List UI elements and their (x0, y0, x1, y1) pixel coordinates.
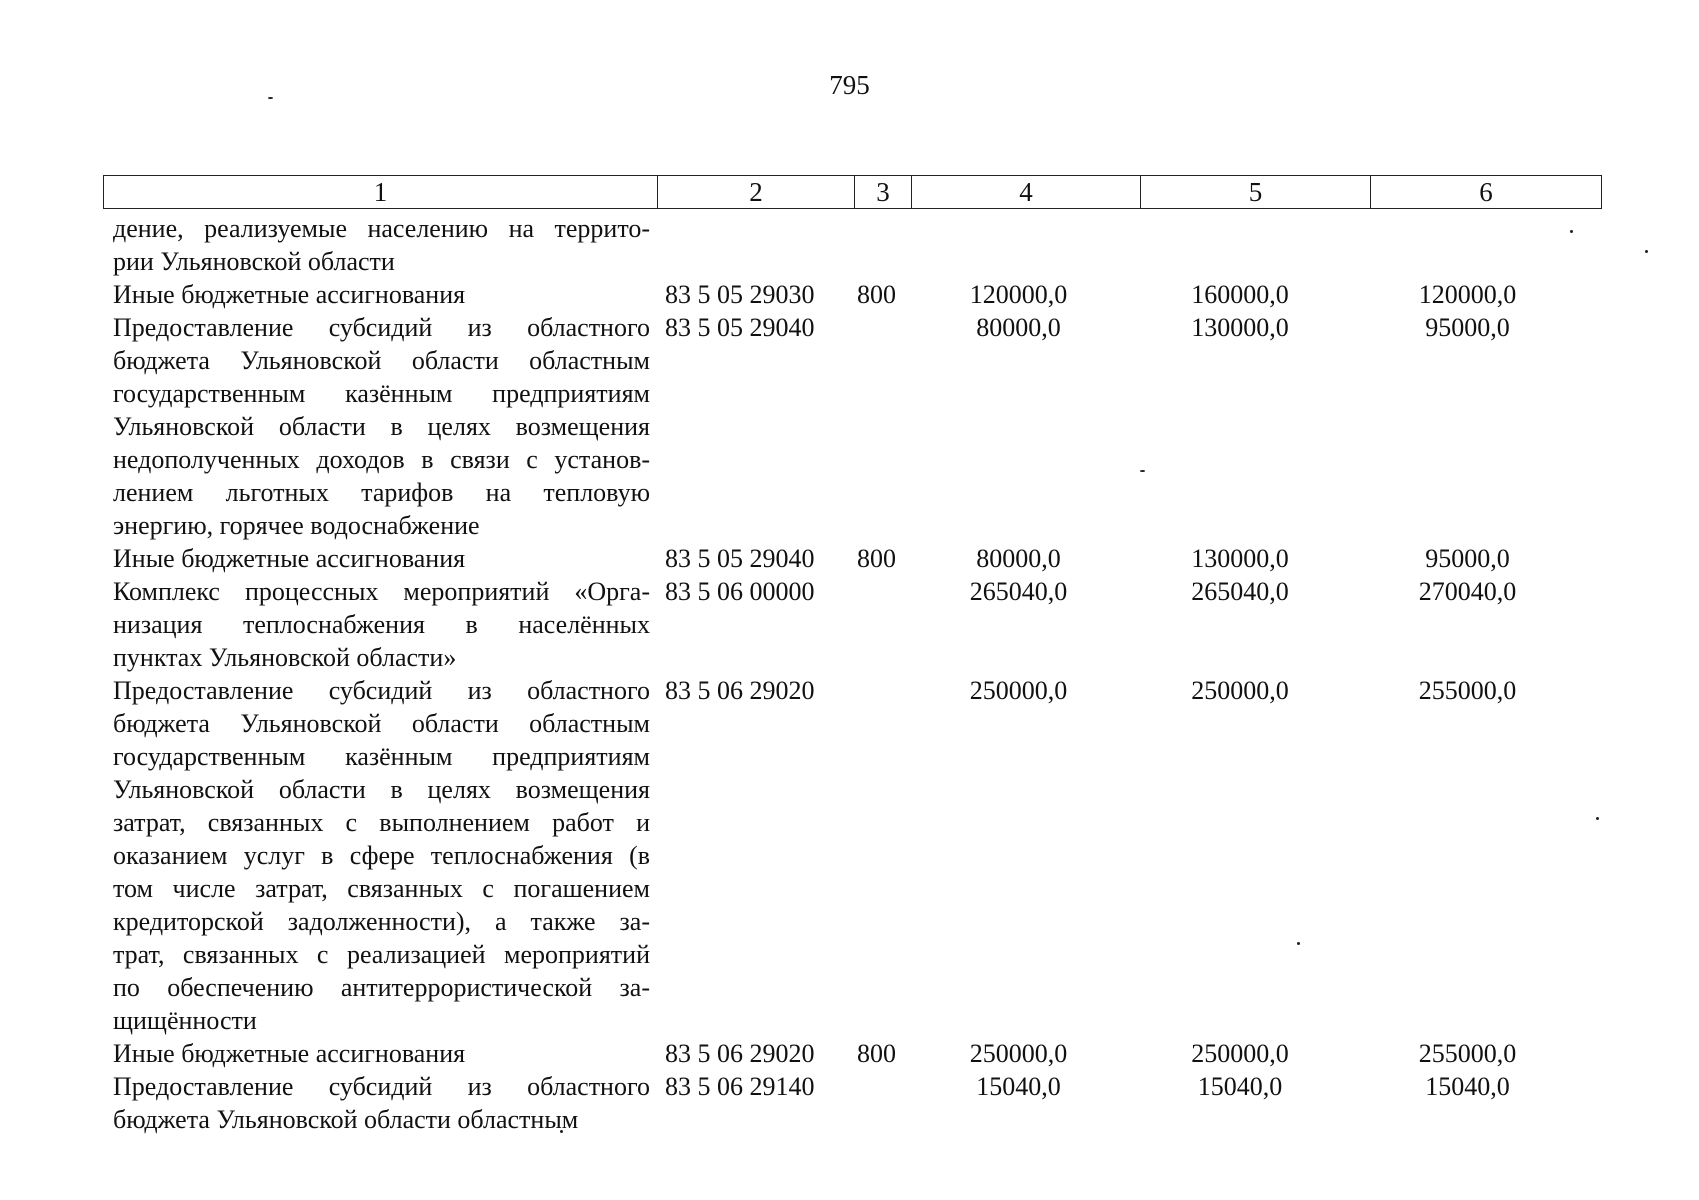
description-line: Комплекс процессных мероприятий «Орга- (113, 577, 650, 606)
description-line: государственным казённым предприятиям (113, 742, 650, 771)
description-line: бюджета Ульяновской области областным (113, 346, 650, 375)
row-expense-kind: 800 (857, 1039, 896, 1068)
row-value-col4: 15040,0 (976, 1072, 1061, 1101)
description-line: Ульяновской области в целях возмещения (113, 775, 650, 804)
row-value-col6: 120000,0 (1418, 280, 1517, 309)
column-header-row (104, 176, 1602, 209)
table-row (113, 1070, 1593, 1136)
description-line: государственным казённым предприятиям (113, 379, 650, 408)
column-header-4: 4 (912, 176, 1141, 209)
description-line: бюджета Ульяновской области областным (113, 709, 650, 738)
row-description (113, 212, 650, 278)
row-expense-kind: 800 (857, 280, 896, 309)
table-row (113, 278, 1593, 311)
description-line: кредиторской задолженности), а также за- (113, 907, 650, 936)
description-line: Иные бюджетные ассигнования (113, 1039, 466, 1068)
row-value-col5: 130000,0 (1191, 544, 1289, 573)
row-description (113, 311, 650, 542)
description-line: по обеспечению антитеррористической за- (113, 973, 650, 1002)
description-line: Предоставление субсидий из областного (113, 676, 650, 705)
table-row (113, 311, 1593, 542)
description-line: лением льготных тарифов на тепловую (113, 478, 650, 507)
description-line: Предоставление субсидий из областного (113, 313, 650, 342)
table-row (113, 212, 1593, 278)
row-code: 83 5 05 29040 (665, 544, 815, 573)
row-value-col4: 250000,0 (969, 676, 1068, 705)
row-expense-kind: 800 (857, 544, 896, 573)
row-value-col4: 80000,0 (976, 544, 1061, 573)
scan-speck (268, 97, 273, 99)
row-code: 83 5 06 29020 (665, 676, 815, 705)
description-line: пунктах Ульяновской области» (113, 643, 457, 672)
row-value-col6: 15040,0 (1425, 1072, 1510, 1101)
row-value-col5: 130000,0 (1191, 313, 1289, 342)
row-value-col6: 255000,0 (1418, 1039, 1517, 1068)
page-number-text: 795 (829, 70, 870, 100)
description-line: рии Ульяновской области (113, 247, 395, 276)
row-value-col4: 80000,0 (976, 313, 1061, 342)
description-line: трат, связанных с реализацией мероприятий (113, 940, 650, 969)
row-value-col4: 265040,0 (969, 577, 1068, 606)
page-number (0, 70, 1699, 101)
row-value-col6: 95000,0 (1425, 313, 1510, 342)
row-code: 83 5 05 29030 (665, 280, 815, 309)
row-description (113, 1037, 650, 1070)
row-value-col5: 160000,0 (1191, 280, 1289, 309)
table-row (113, 1037, 1593, 1070)
row-value-col4: 250000,0 (969, 1039, 1068, 1068)
row-value-col5: 265040,0 (1191, 577, 1289, 606)
row-description (113, 674, 650, 1037)
row-code: 83 5 06 29020 (665, 1039, 815, 1068)
table-row (113, 542, 1593, 575)
row-description (113, 278, 650, 311)
row-value-col4: 120000,0 (969, 280, 1068, 309)
column-header-table (103, 175, 1602, 209)
description-line: бюджета Ульяновской области областным (113, 1105, 579, 1134)
row-value-col6: 270040,0 (1418, 577, 1517, 606)
row-value-col5: 15040,0 (1197, 1072, 1283, 1101)
description-line: том числе затрат, связанных с погашением (113, 874, 650, 903)
description-line: Ульяновской области в целях возмещения (113, 412, 650, 441)
description-line: дение, реализуемые населению на террито- (113, 214, 650, 243)
row-description (113, 575, 650, 674)
row-value-col6: 255000,0 (1418, 676, 1517, 705)
row-code: 83 5 06 00000 (665, 577, 815, 606)
row-value-col5: 250000,0 (1191, 1039, 1289, 1068)
column-header-6: 6 (1371, 176, 1602, 209)
description-line: энергию, горячее водоснабжение (113, 511, 480, 540)
description-line: щищённости (113, 1006, 257, 1035)
column-header-1: 1 (104, 176, 658, 209)
budget-table-body (113, 212, 1593, 1136)
column-header-2: 2 (658, 176, 855, 209)
description-line: затрат, связанных с выполнением работ и (113, 808, 650, 837)
row-value-col5: 250000,0 (1191, 676, 1289, 705)
scan-speck (1596, 817, 1599, 820)
row-value-col6: 95000,0 (1425, 544, 1510, 573)
description-line: низация теплоснабжения в населённых (113, 610, 650, 639)
table-row (113, 674, 1593, 1037)
scan-speck (1645, 250, 1648, 253)
column-header-5: 5 (1141, 176, 1371, 209)
column-header-3: 3 (855, 176, 912, 209)
row-description (113, 1070, 650, 1136)
row-code: 83 5 06 29140 (665, 1072, 815, 1101)
row-description (113, 542, 650, 575)
description-line: Иные бюджетные ассигнования (113, 544, 466, 573)
table-row (113, 575, 1593, 674)
row-code: 83 5 05 29040 (665, 313, 815, 342)
description-line: оказанием услуг в сфере теплоснабжения (в (113, 841, 650, 870)
description-line: недополученных доходов в связи с установ- (113, 445, 650, 474)
description-line: Иные бюджетные ассигнования (113, 280, 466, 309)
description-line: Предоставление субсидий из областного (113, 1072, 650, 1101)
